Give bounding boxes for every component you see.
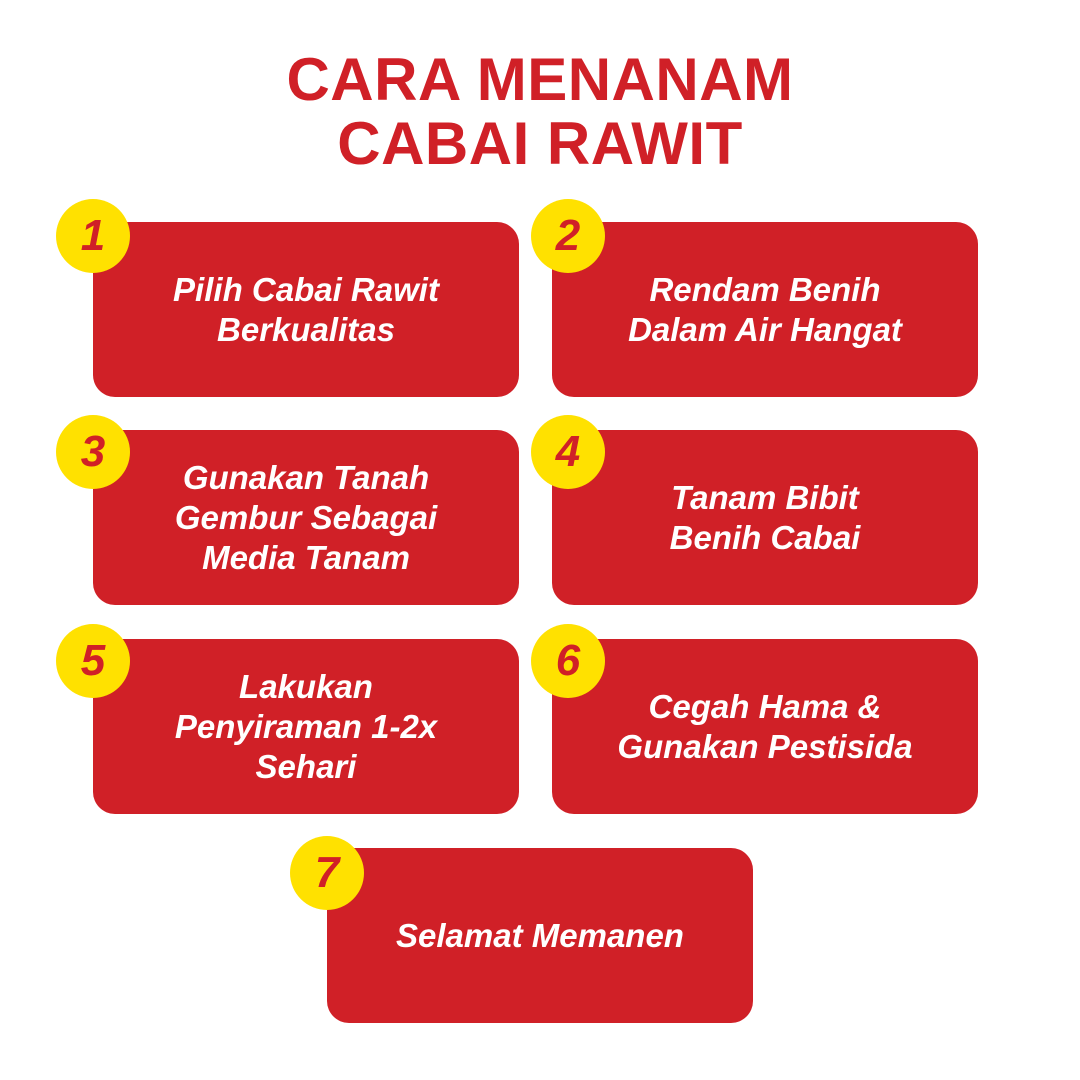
step-text-5 <box>175 667 437 787</box>
step-3-line-2: Gembur Sebagai <box>174 498 438 536</box>
step-card-5 <box>93 639 519 814</box>
step-card-2 <box>552 222 978 397</box>
page-title-line-2: CABAI RAWIT <box>337 110 743 177</box>
step-card-7 <box>327 848 753 1023</box>
step-text-7 <box>396 916 684 956</box>
step-2-line-2: Dalam Air Hangat <box>628 310 902 348</box>
step-card-4 <box>552 430 978 605</box>
page-title <box>0 48 1080 176</box>
step-2-line-1: Rendam Benih <box>649 270 881 308</box>
step-1-line-2: Berkualitas <box>217 310 395 348</box>
step-text-1 <box>173 270 439 350</box>
page-title-line-1: CARA MENANAM <box>286 46 794 113</box>
step-number-badge-6: 6 <box>531 624 605 698</box>
step-text-4 <box>670 478 861 558</box>
step-text-3 <box>175 458 437 578</box>
step-text-2 <box>628 270 902 350</box>
step-number-badge-7: 7 <box>290 836 364 910</box>
step-text-6 <box>617 687 912 767</box>
step-1-line-1: Pilih Cabai Rawit <box>173 270 439 308</box>
step-number-badge-5: 5 <box>56 624 130 698</box>
step-number-badge-4: 4 <box>531 415 605 489</box>
step-5-line-3: Sehari <box>255 747 357 785</box>
step-6-line-1: Cegah Hama & <box>648 687 882 725</box>
step-card-3 <box>93 430 519 605</box>
step-5-line-2: Penyiraman 1-2x <box>174 707 438 745</box>
step-7-line-1: Selamat Memanen <box>396 916 684 954</box>
step-4-line-1: Tanam Bibit <box>671 478 859 516</box>
step-3-line-3: Media Tanam <box>202 538 410 576</box>
step-number-badge-3: 3 <box>56 415 130 489</box>
step-5-line-1: Lakukan <box>239 667 373 705</box>
step-3-line-1: Gunakan Tanah <box>182 458 430 496</box>
step-6-line-2: Gunakan Pestisida <box>617 727 913 765</box>
step-card-6 <box>552 639 978 814</box>
step-card-1 <box>93 222 519 397</box>
step-number-badge-2: 2 <box>531 199 605 273</box>
step-4-line-2: Benih Cabai <box>669 518 861 556</box>
step-number-badge-1: 1 <box>56 199 130 273</box>
